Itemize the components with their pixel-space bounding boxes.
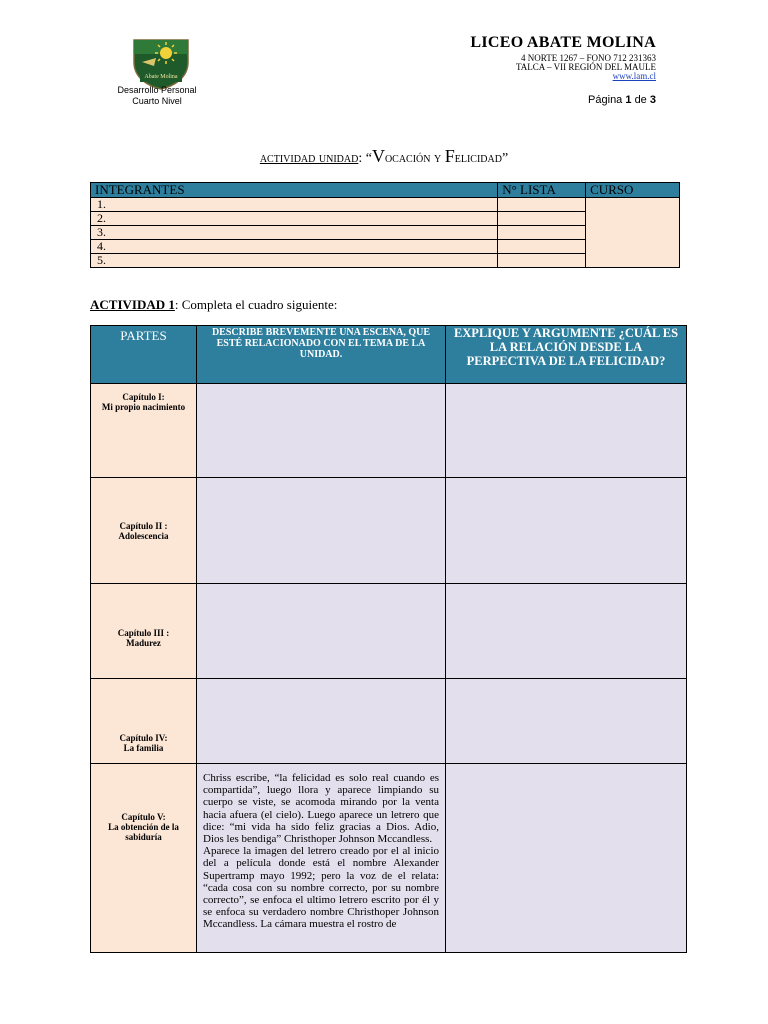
member-name-cell[interactable]: 2. [91, 212, 498, 226]
describe-cell[interactable] [197, 764, 446, 953]
activity-table [90, 325, 687, 953]
school-name: LICEO ABATE MOLINA [470, 34, 656, 51]
address-line1: 4 NORTE 1267 – FONO 712 231363 [521, 53, 656, 63]
explain-cell[interactable] [446, 384, 687, 478]
member-name-cell[interactable]: 4. [91, 240, 498, 254]
course-cell[interactable] [586, 198, 680, 268]
chapter5-text [203, 772, 439, 952]
describe-cell[interactable] [197, 584, 446, 679]
logo-text: Abate Molina [144, 74, 178, 80]
chapter-name: Adolescencia [118, 530, 169, 541]
chapter-row [91, 764, 687, 953]
header-lista: N° LISTA [498, 183, 586, 198]
address-line2: TALCA – VII REGIÓN DEL MAULE [515, 62, 656, 72]
title-prefix: actividad unidad [259, 151, 359, 166]
explain-cell[interactable] [446, 764, 687, 953]
describe-cell[interactable] [197, 478, 446, 584]
title-colon: : “ [358, 151, 372, 166]
describe-cell[interactable] [197, 679, 446, 764]
chapter-number: Capítulo II : [119, 520, 168, 531]
member-list-cell[interactable] [498, 254, 586, 268]
header-curso: CURSO [586, 183, 680, 198]
activity-text: : Completa el cuadro siguiente: [174, 297, 338, 312]
member-list-cell[interactable] [498, 240, 586, 254]
header-describe: DESCRIBE BREVEMENTE UNA ESCENA, QUE ESTÉ RELACIONADO CON EL TEMA DE LA UNIDAD. [197, 326, 446, 384]
chapter-number: Capítulo V: [121, 812, 166, 822]
chapter-name: Mi propio nacimiento [101, 402, 186, 412]
chapter-label [91, 384, 197, 478]
explain-cell[interactable] [446, 478, 687, 584]
member-list-cell[interactable] [498, 198, 586, 212]
member-name-cell[interactable]: 1. [91, 198, 498, 212]
header-explain: EXPLIQUE Y ARGUMENTE ¿CUÁL ES LA RELACIÓN DESDE LA PERPECTIVA DE LA FELICIDAD? [446, 326, 687, 384]
chapter-row [91, 584, 687, 679]
explain-cell[interactable] [446, 679, 687, 764]
header-integrantes: INTEGRANTES [91, 183, 498, 198]
page-of: de [634, 94, 647, 106]
chapter-label [91, 584, 197, 679]
chapter-number: Capítulo IV: [119, 733, 168, 743]
member-list-cell[interactable] [498, 226, 586, 240]
member-row[interactable] [91, 198, 680, 212]
department-line1: Desarrollo Personal [117, 85, 197, 95]
member-name-cell[interactable]: 3. [91, 226, 498, 240]
title-ocacion: ocación y [384, 151, 445, 166]
chapter5-paragraph1: Chriss escribe, “la felicidad es solo real cuando es compartida”, luego llora y aparece limpiando su cuerpo se viste, se acomoda mirando por la venta hacia afuera (el cielo). Luego aparece un letrero que dice: “mi vida ha sido feliz gracias a Dios. Adio, Dios les bendiga” Christhoper Johnson Mccandless. [203, 772, 439, 846]
page-title [0, 146, 768, 167]
department-line2: Cuarto Nivel [132, 96, 182, 106]
school-logo [128, 36, 194, 90]
title-elicidad: elicidad [454, 151, 502, 166]
activity-label: ACTIVIDAD 1 [90, 297, 175, 312]
page-current: 1 [625, 94, 632, 106]
chapter-row [91, 478, 687, 584]
chapter5-paragraph2: Aparece la imagen del letrero creado por el al inicio del a película donde está el nombre Alexander Supertramp mayo 1992; pero la voz de el relata: “cada cosa con su nombre correcto, por su nombre correcto”, se enfoca el ultimo letrero escrito por él y se enfoca su verdadero nombre Christhoper Johnson Mccandless. La cámara muestra el rostro de [203, 845, 439, 931]
member-name-cell[interactable]: 5. [91, 254, 498, 268]
title-f: F [444, 146, 455, 166]
members-header-row [91, 183, 680, 198]
chapter-name: La obtención de la sabiduría [108, 822, 179, 842]
member-list-cell[interactable] [498, 212, 586, 226]
chapter-name: La familia [123, 743, 164, 753]
chapter-label [91, 679, 197, 764]
describe-cell[interactable] [197, 384, 446, 478]
chapter-number: Capítulo III : [117, 628, 170, 638]
members-table [90, 182, 680, 268]
chapter-label [91, 764, 197, 953]
chapter-number: Capítulo I: [122, 392, 165, 402]
title-v: V [371, 146, 385, 166]
header-partes: PARTES [91, 326, 197, 384]
page-label: Página [588, 94, 623, 106]
explain-cell[interactable] [446, 584, 687, 679]
activity-instruction [90, 297, 337, 313]
grid-header-row [91, 326, 687, 384]
department-label [100, 85, 214, 107]
chapter-row [91, 384, 687, 478]
page-number [588, 94, 656, 106]
chapter-row [91, 679, 687, 764]
title-close-quote: ” [501, 151, 509, 166]
website-link[interactable]: www.lam.cl [612, 71, 656, 81]
chapter-label [91, 478, 197, 584]
chapter-name: Madurez [126, 638, 161, 648]
page-total: 3 [649, 94, 656, 106]
